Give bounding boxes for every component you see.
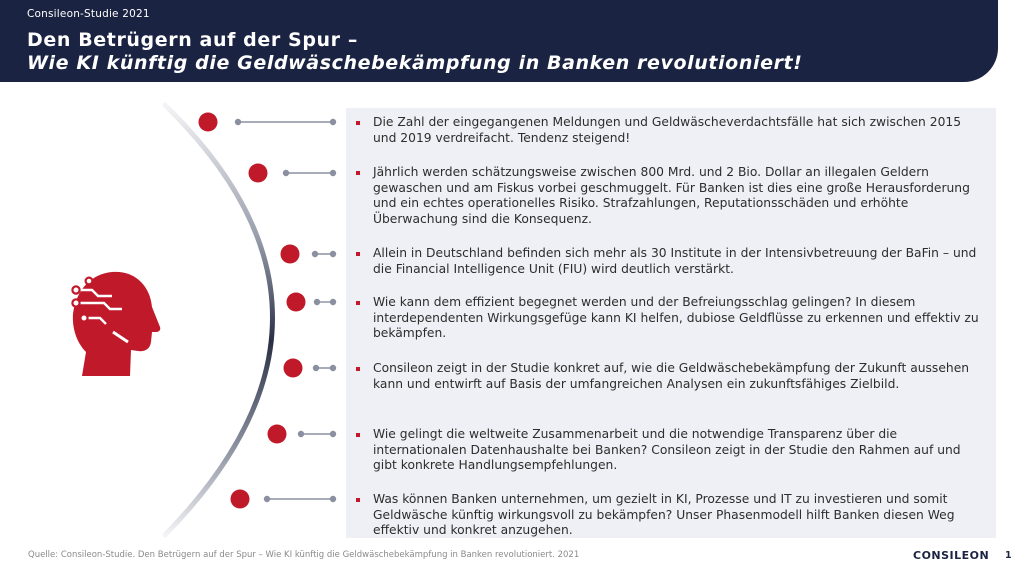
- bullet-text: Was können Banken unternehmen, um gezielt in KI, Prozesse und IT zu investieren und somit Geldwäsche künftig wirkungsvoll zu bekämpfen? Unser Phasenmodell hilft Banken diesen Weg effektiv und konkret anzugehen.: [373, 492, 955, 537]
- page-title-line-2: Wie KI künftig die Geldwäschebekämpfung in Banken revolutioniert!: [27, 52, 803, 74]
- bullet-item: [356, 492, 986, 539]
- bullet-text: Allein in Deutschland befinden sich mehr als 30 Institute in der Intensivbetreuung der BaFin – und die Financial Intelligence Unit (FIU) wird deutlich verstärkt.: [373, 246, 977, 276]
- bullet-marker: [356, 301, 360, 305]
- bullet-marker: [356, 367, 360, 371]
- page-title-line-1: Den Betrügern auf der Spur –: [27, 29, 358, 51]
- bullet-item: [356, 427, 986, 474]
- timeline-dot-icon: [287, 293, 306, 312]
- study-label: Consileon-Studie 2021: [27, 8, 150, 20]
- footer-source: Quelle: Consileon-Studie. Den Betrügern auf der Spur – Wie KI künftig die Geldwäschebekämpfung in Banken revolutioniert. 2021: [28, 550, 580, 560]
- timeline-dot-icon: [231, 490, 250, 509]
- timeline-dot-icon: [268, 425, 287, 444]
- timeline-dot-icon: [281, 245, 300, 264]
- bullet-item: [356, 295, 986, 342]
- bullet-text: Wie gelingt die weltweite Zusammenarbeit und die notwendige Transparenz über die internationalen Datenhaushalte bei Banken? Consileon zeigt in der Studie den Rahmen auf und gibt konkrete Handlungsempfehlungen.: [373, 427, 961, 472]
- page-number: 1: [1005, 550, 1012, 561]
- timeline-dot-icon: [249, 164, 268, 183]
- timeline-graphic: [0, 0, 346, 576]
- ai-head-circuit-icon: [72, 272, 160, 376]
- bullet-marker: [356, 121, 360, 125]
- bullet-text: Wie kann dem effizient begegnet werden und der Befreiungsschlag gelingen? In diesem interdependenten Wirkungsgefüge kann KI helfen, dubiose Geldflüsse zu erkennen und effektiv zu bekämpfen.: [373, 295, 979, 340]
- bullet-marker: [356, 171, 360, 175]
- bullet-text: Consileon zeigt in der Studie konkret auf, wie die Geldwäschebekämpfung der Zukunft aussehen kann und entwirft auf Basis der umfangreichen Analysen ein zukunftsfähiges Zielbild.: [373, 361, 970, 391]
- bullet-marker: [356, 498, 360, 502]
- company-logo: CONSILEON: [913, 549, 990, 562]
- bullet-text: Jährlich werden schätzungsweise zwischen 800 Mrd. und 2 Bio. Dollar an illegalen Geldern gewaschen und am Fiskus vorbei geschmuggelt. Für Banken ist dies eine große Herausforderung und ein echtes operationelles Risiko. Strafzahlungen, Reputationsschäden und erhöhte Überwachung sind die Konsequenz.: [373, 165, 970, 226]
- bullet-text: Die Zahl der eingegangenen Meldungen und Geldwäscheverdachtsfälle hat sich zwischen 2015 und 2019 verdreifacht. Tendenz steigend!: [373, 115, 962, 145]
- timeline-dot-icon: [199, 113, 218, 132]
- bullet-marker: [356, 433, 360, 437]
- bullet-item: [356, 115, 986, 146]
- bullet-marker: [356, 252, 360, 256]
- bullet-item: [356, 361, 986, 392]
- bullet-item: [356, 246, 986, 277]
- timeline-dot-icon: [284, 359, 303, 378]
- bullet-item: [356, 165, 986, 227]
